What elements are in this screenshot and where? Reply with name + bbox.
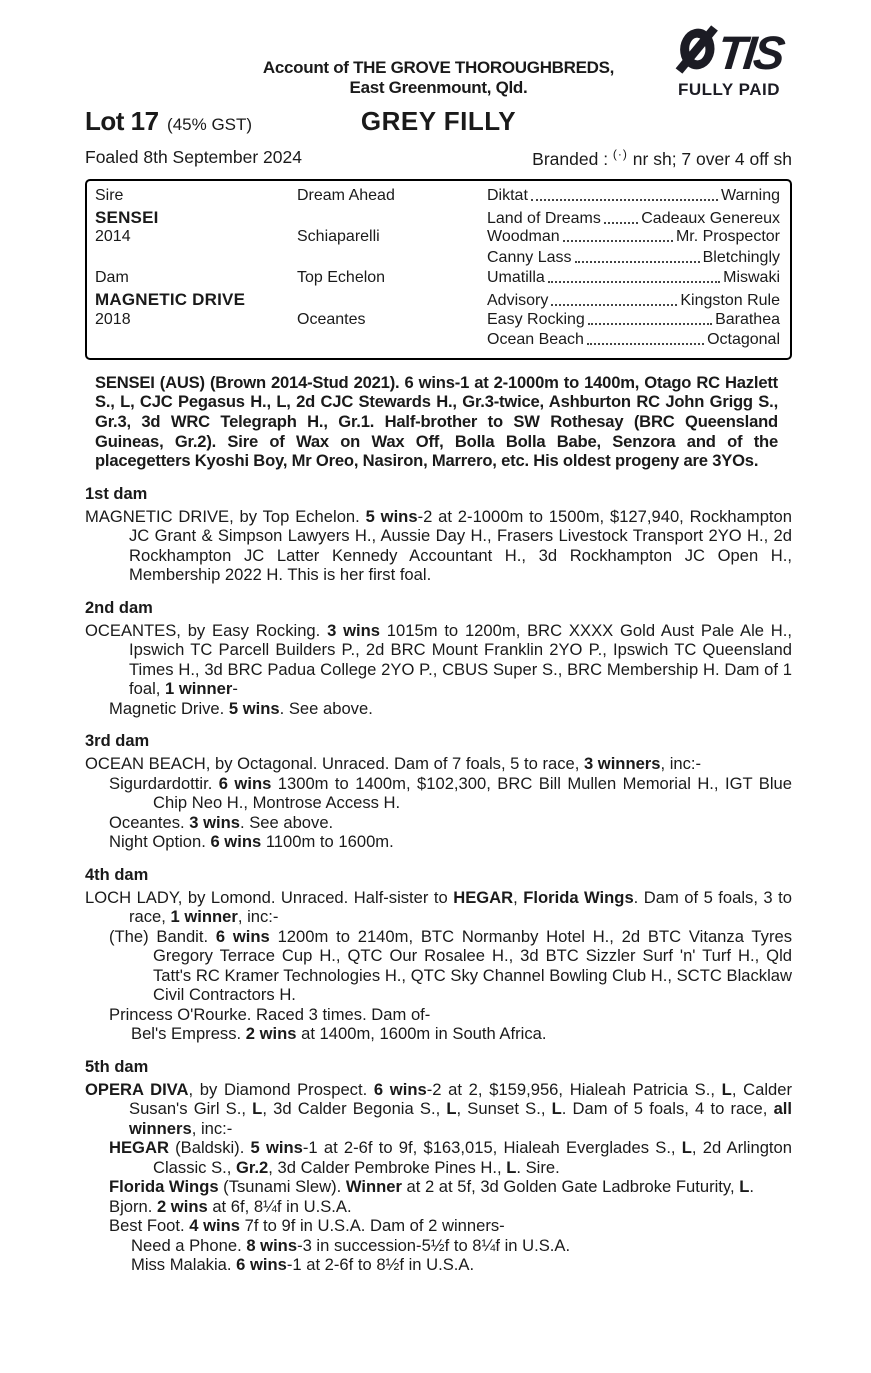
qtis-logo-mark bbox=[640, 26, 817, 78]
page-title: GREY FILLY bbox=[360, 106, 517, 136]
fully-paid-label: FULLY PAID bbox=[678, 80, 780, 99]
pedigree-paragraph: Need a Phone. 8 wins-3 in succession-5½f to 8¼f in U.S.A. bbox=[131, 1235, 571, 1255]
dot-leader bbox=[588, 323, 712, 325]
dot-leader bbox=[551, 304, 677, 306]
pedigree-paragraph: Oceantes. 3 wins. See above. bbox=[109, 812, 334, 832]
pedigree-paragraph: Florida Wings (Tsunami Slew). Winner at 2 at 5f, 3d Golden Gate Ladbroke Futurity, L. bbox=[109, 1177, 754, 1197]
dam-heading: 3rd dam bbox=[85, 732, 150, 751]
lot-number: Lot 17 bbox=[85, 106, 159, 136]
dam-parent: Oceantes bbox=[297, 310, 366, 328]
dot-leader bbox=[563, 240, 673, 242]
dot-leader bbox=[587, 343, 704, 345]
dam-label: Dam bbox=[95, 269, 129, 287]
sire-year: 2014 bbox=[95, 228, 131, 246]
qtis-logo-text: TIS bbox=[715, 25, 785, 79]
pedigree-paragraph: Night Option. 6 wins 1100m to 1600m. bbox=[109, 832, 394, 852]
pedigree-paragraph: Princess O'Rourke. Raced 3 times. Dam of- bbox=[109, 1004, 431, 1024]
dam-year: 2018 bbox=[95, 310, 131, 328]
dam-heading: 2nd dam bbox=[85, 598, 153, 617]
dot-leader bbox=[604, 222, 638, 224]
gst-note: (45% GST) bbox=[167, 115, 253, 134]
qtis-q-icon bbox=[673, 25, 721, 80]
pedigree-paragraph: HEGAR (Baldski). 5 wins-1 at 2-6f to 9f, $163,015, Hialeah Everglades S., L, 2d Arlington Classic S., Gr.2, 3d Calder Pembroke Pines H., L. Sire. bbox=[109, 1138, 792, 1177]
pedigree-paragraph: OCEANTES, by Easy Rocking. 3 wins 1015m to 1200m, BRC XXXX Gold Aust Pale Ale H., Ipswich TC Parcell Builders P., 2d BRC Mount Franklin 2YO P., Ipswich TC Queensland Times H., 3d BRC Padua College 2YO P., CBUS Super S., BRC Membership H. Dam of 1 foal, 1 winner- bbox=[85, 620, 793, 699]
foaled-date: Foaled 8th September 2024 bbox=[85, 147, 302, 167]
pedigree-paragraph: Magnetic Drive. 5 wins. See above. bbox=[109, 698, 373, 718]
dot-leader bbox=[548, 281, 720, 283]
dam-name: MAGNETIC DRIVE bbox=[95, 289, 246, 309]
sire-name: SENSEI bbox=[95, 207, 159, 227]
dot-leader bbox=[531, 199, 718, 201]
sire-record-paragraph: SENSEI (AUS) (Brown 2014-Stud 2021). 6 wins-1 at 2-1000m to 1400m, Otago RC Hazlett S., L, CJC Pegasus H., L, 2d CJC Stewards H., Gr.3-twice, Ashburton RC John Grigg S., Gr.3, 3d WRC Telegraph H., Gr.1. Half-brother to SW Rothesay (BRC Queensland Guineas, Gr.2). Sire of Wax on Wax Off, Bolla Bolla Babe, Senzora and of the placegetters Kyoshi Boy, Mr Oreo, Nasiron, Marrero, etc. His oldest progeny are 3YOs. bbox=[95, 372, 778, 471]
qtis-logo bbox=[643, 26, 815, 100]
pedigree-paragraph: OPERA DIVA, by Diamond Prospect. 6 wins-2 at 2, $159,956, Hialeah Patricia S., L, Calder Susan's Girl S., L, 3d Calder Begonia S., L, Sunset S., L. Dam of 5 foals, 4 to race, all winners, inc:- bbox=[85, 1079, 793, 1138]
grandparent-row: Diktat Warning bbox=[487, 187, 780, 204]
pedigree-paragraph: (The) Bandit. 6 wins 1200m to 2140m, BTC Normanby Hotel H., 2d BTC Vitanza Tyres Gregory Terrace Cup H., QTC Our Rosalee H., 3d BTC Sizzler Surf 'n' Turf H., Qld Tatt's RC Kramer Technologies H., QTC Sky Channel Bowling Club H., SCTC Blacklaw Civil Contractors H. bbox=[109, 926, 792, 1005]
vendor-account-line1: Account of THE GROVE THOROUGHBREDS, bbox=[262, 58, 615, 77]
pedigree-paragraph: MAGNETIC DRIVE, by Top Echelon. 5 wins-2 at 2-1000m to 1500m, $127,940, Rockhampton JC Grant & Simpson Lawyers H., Aussie Day H., Frasers Livestock Transport 2YO H., 2d Rockhampton JC Latter Kennedy Accountant H., 3d Rockhampton JC Open H., Membership 2022 H. This is her first foal. bbox=[85, 506, 793, 585]
brand-symbol: (·) bbox=[612, 147, 628, 161]
foaled-row bbox=[85, 147, 792, 170]
pedigree-table bbox=[85, 179, 792, 360]
sire-parent: Dream Ahead bbox=[297, 187, 395, 204]
sire-label: Sire bbox=[95, 187, 124, 204]
pedigree-paragraph: Best Foot. 4 wins 7f to 9f in U.S.A. Dam of 2 winners- bbox=[109, 1216, 505, 1236]
dam-heading: 5th dam bbox=[85, 1057, 149, 1076]
pedigree-paragraph: Miss Malakia. 6 wins-1 at 2-6f to 8½f in U.S.A. bbox=[131, 1255, 475, 1275]
vendor-account-line2: East Greenmount, Qld. bbox=[349, 78, 528, 97]
lot-row bbox=[85, 106, 792, 138]
pedigree-paragraph: Bjorn. 2 wins at 6f, 8¼f in U.S.A. bbox=[109, 1196, 352, 1216]
pedigree-paragraph: OCEAN BEACH, by Octagonal. Unraced. Dam of 7 foals, 5 to race, 3 winners, inc:- bbox=[85, 754, 702, 774]
grandparent-row: Woodman Mr. Prospector bbox=[487, 228, 780, 246]
dam-heading: 4th dam bbox=[85, 865, 149, 884]
grandparent-row: Umatilla Miswaki bbox=[487, 269, 780, 287]
pedigree-paragraph: Sigurdardottir. 6 wins 1300m to 1400m, $102,300, BRC Bill Mullen Memorial H., IGT Blue Chip Neo H., Montrose Access H. bbox=[109, 773, 792, 813]
grandparent-row: Easy Rocking Barathea bbox=[487, 310, 780, 328]
sire-parent: Schiaparelli bbox=[297, 228, 380, 246]
grandparent-row: Advisory Kingston Rule bbox=[487, 291, 780, 309]
branded-info: Branded : (·) nr sh; 7 over 4 off sh bbox=[532, 147, 792, 169]
grandparent-row: Canny Lass Bletchingly bbox=[487, 248, 780, 266]
dam-heading: 1st dam bbox=[85, 484, 148, 503]
dam-parent: Top Echelon bbox=[297, 269, 386, 287]
dot-leader bbox=[575, 261, 700, 263]
pedigree-paragraph: LOCH LADY, by Lomond. Unraced. Half-sister to HEGAR, Florida Wings. Dam of 5 foals, 3 to race, 1 winner, inc:- bbox=[85, 887, 792, 927]
dam-sections bbox=[85, 485, 792, 1275]
grandparent-row: Land of Dreams Cadeaux Genereux bbox=[487, 209, 780, 227]
grandparent-row: Ocean Beach Octagonal bbox=[487, 331, 780, 349]
pedigree-paragraph: Bel's Empress. 2 wins at 1400m, 1600m in South Africa. bbox=[131, 1024, 547, 1044]
